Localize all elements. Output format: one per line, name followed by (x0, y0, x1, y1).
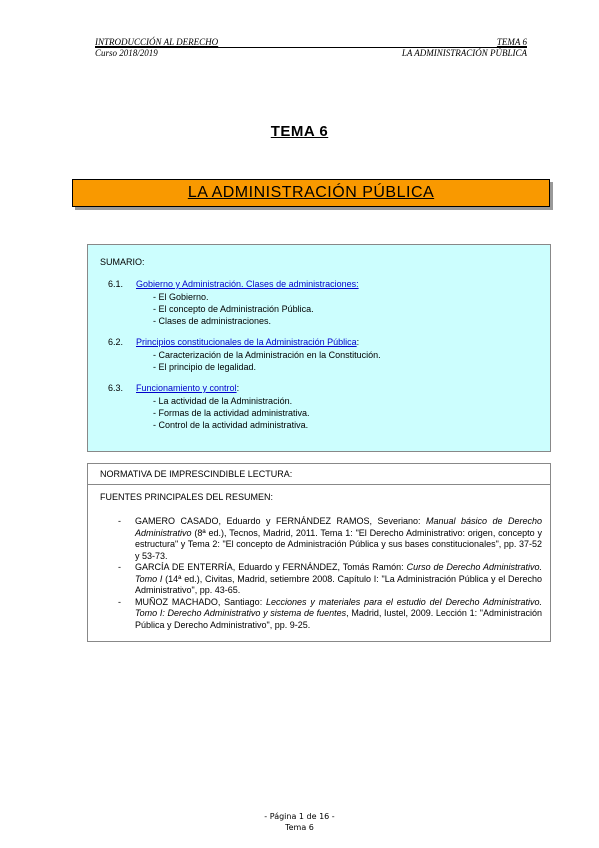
normativa-box (87, 463, 551, 642)
reference-item (118, 562, 542, 597)
section-6-2 (108, 337, 359, 347)
list-item: - El concepto de Administración Pública. (153, 304, 314, 314)
section-link-principios[interactable]: Principios constitucionales de la Administración Pública (136, 337, 357, 347)
ref-author: GARCÍA DE ENTERRÍA, Eduardo y FERNÁNDEZ, Tomás Ramón: (135, 562, 407, 572)
list-item: - Control de la actividad administrativa. (153, 420, 309, 430)
header-curso: Curso 2018/2019 (95, 48, 158, 58)
header-topic: LA ADMINISTRACIÓN PÚBLICA (401, 48, 527, 58)
section-suffix: : (236, 383, 240, 393)
section-6-3 (108, 383, 239, 393)
ref-author: GAMERO CASADO, Eduardo y FERNÁNDEZ RAMOS, Severiano: (135, 516, 426, 526)
bullet-dash: - (118, 516, 121, 526)
sumario-box (87, 244, 551, 452)
running-header-top (95, 37, 527, 48)
ref-author: MUÑOZ MACHADO, Santiago: (135, 596, 267, 607)
list-item: - Caracterización de la Administración en la Constitución. (153, 350, 381, 360)
normativa-label: NORMATIVA DE IMPRESCINDIBLE LECTURA: (100, 469, 293, 479)
normativa-header-row (88, 464, 550, 485)
section-suffix: : (356, 337, 360, 347)
sumario-label: SUMARIO: (100, 257, 145, 267)
section-6-3-items (153, 395, 310, 431)
ref-work: Curso de Derecho Administrativo. Tomo I (135, 562, 542, 584)
reference-list (118, 516, 542, 631)
bullet-dash: - (118, 562, 121, 572)
section-link-funcionamiento[interactable]: Funcionamiento y control (136, 383, 237, 393)
section-link-gobierno[interactable]: Gobierno y Administración. Clases de administraciones: (136, 279, 359, 289)
section-6-2-items (153, 349, 381, 373)
list-item: - Formas de la actividad administrativa. (153, 408, 310, 418)
list-item: - El Gobierno. (153, 292, 209, 302)
list-item: - El principio de legalidad. (153, 362, 257, 372)
ref-work: Lecciones y materiales para el estudio del Derecho Administrativo. Tomo I: Derecho Administrativo y sistema de fuentes (135, 596, 542, 618)
header-tema: TEMA 6 (496, 37, 527, 47)
list-item: - Clases de administraciones. (153, 316, 272, 326)
ref-details: , Madrid, Iustel, 2009. Lección 1: "Administración Pública y Derecho Administrativo", pp. 9-25. (135, 608, 542, 630)
reference-item (118, 516, 542, 562)
reference-item (118, 597, 542, 632)
bullet-dash: - (118, 596, 121, 607)
page-number: - Página 1 de 16 - (264, 812, 335, 821)
page-title: LA ADMINISTRACIÓN PÚBLICA (72, 179, 550, 207)
fuentes-label: FUENTES PRINCIPALES DEL RESUMEN: (100, 492, 274, 502)
section-number: 6.1. (108, 279, 124, 289)
running-header-bottom (95, 48, 527, 58)
section-number: 6.2. (108, 337, 124, 347)
section-6-1 (108, 279, 359, 289)
list-item: - La actividad de la Administración. (153, 396, 293, 406)
ref-work: Manual básico de Derecho Administrativo (135, 516, 542, 538)
header-course-name: INTRODUCCIÓN AL DERECHO (95, 37, 219, 47)
ref-details: (14ª ed.), Civitas, Madrid, setiembre 2008. Capítulo I: "La Administración Pública y el Derecho Administrativo", pp. 43-65. (135, 573, 542, 595)
section-number: 6.3. (108, 383, 124, 393)
ref-details: (8ª ed.), Tecnos, Madrid, 2011. Tema 1: "El Derecho Administrativo: origen, concepto y estructura" y Tema 2: "El concepto de Administración Pública y sus bases constitucionales", pp. 37-52 y 53-73. (135, 527, 542, 561)
footer-tema: Tema 6 (285, 823, 314, 832)
section-6-1-items (153, 291, 314, 327)
tema-heading: TEMA 6 (270, 123, 329, 140)
